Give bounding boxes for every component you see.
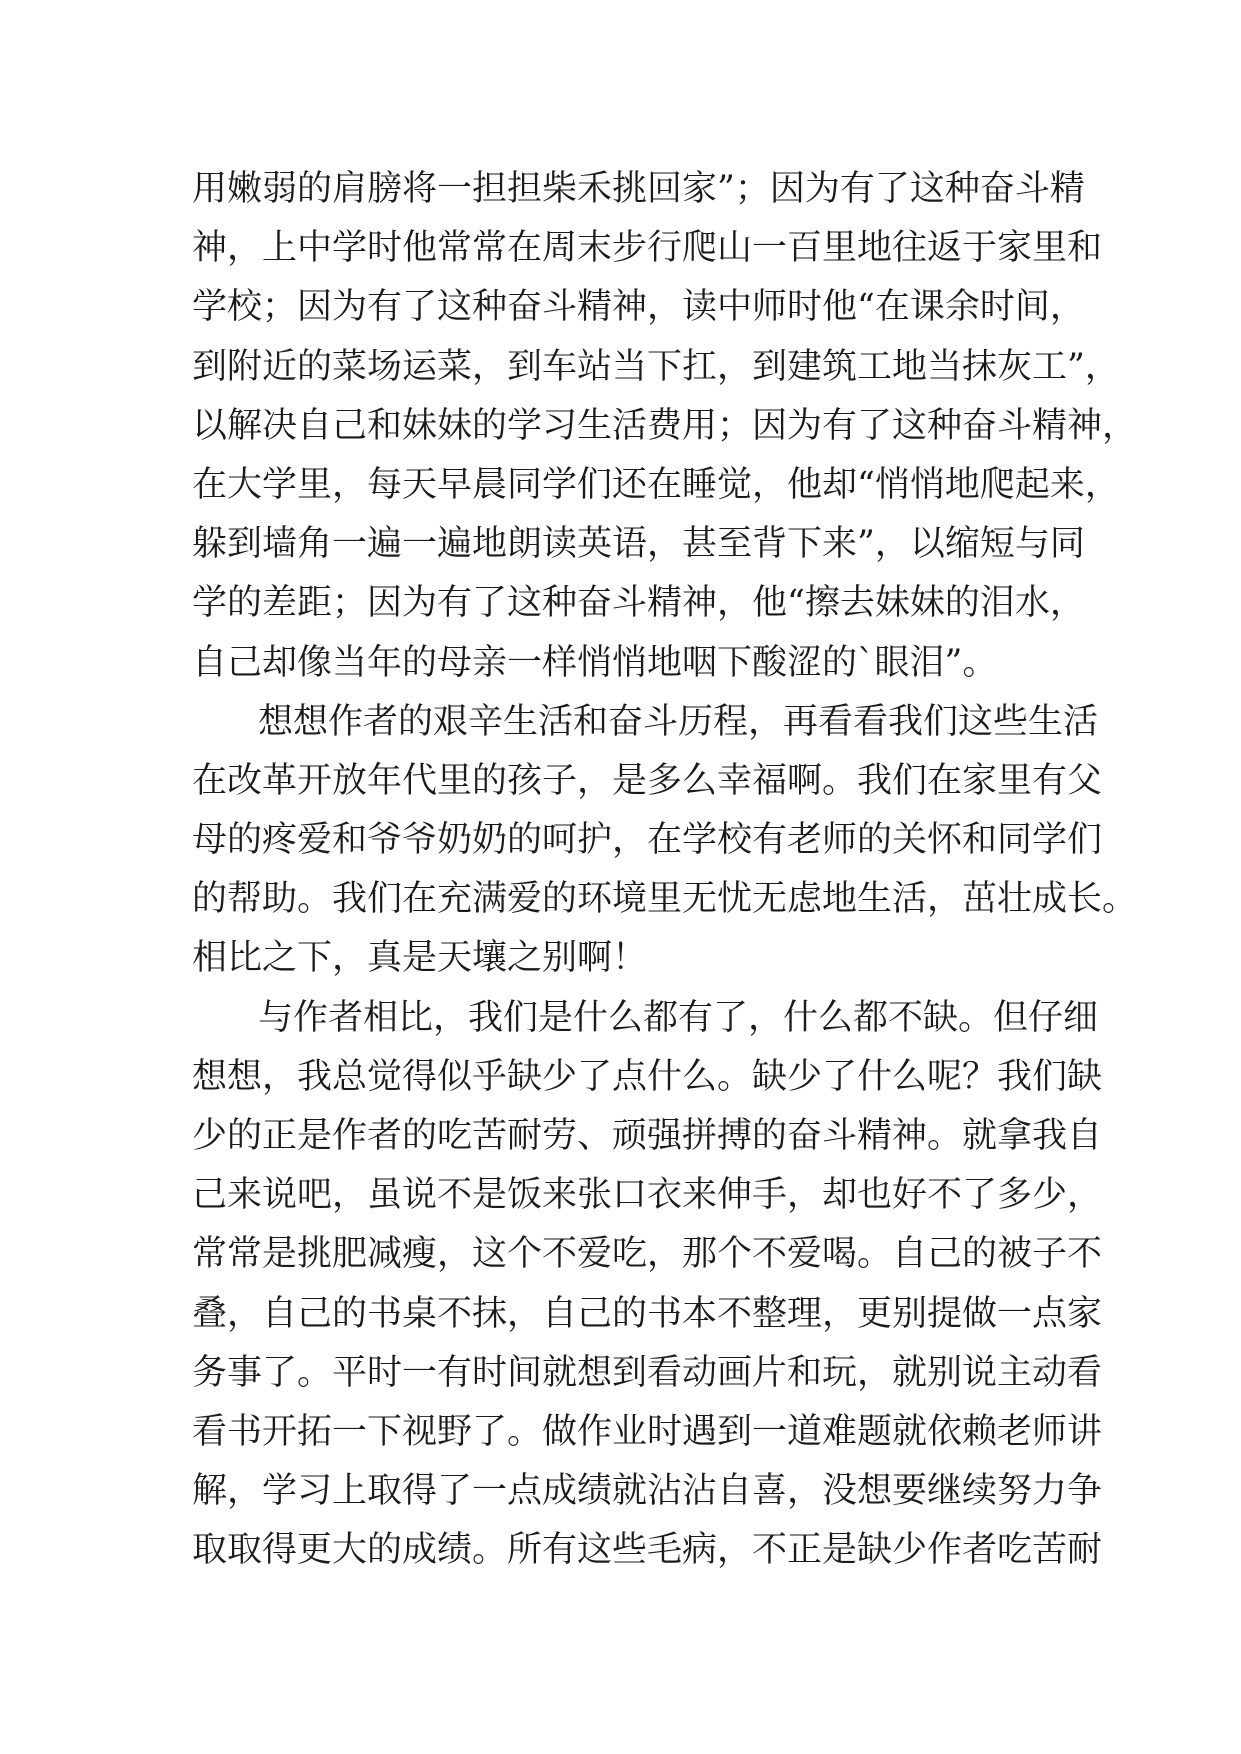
- text-line: 解，学习上取得了一点成绩就沾沾自喜，没想要继续努力争: [192, 1471, 1103, 1512]
- text-line: 在改革开放年代里的孩子，是多么幸福啊。我们在家里有父: [192, 760, 1103, 801]
- text-line: 躲到墙角一遍一遍地朗读英语，甚至背下来”，以缩短与同: [192, 524, 1085, 565]
- paragraph-first-line: 与作者相比，我们是什么都有了，什么都不缺。但仔细: [258, 997, 1099, 1038]
- text-line: 以解决自己和妹妹的学习生活费用；因为有了这种奋斗精神，: [192, 405, 1138, 446]
- text-line: 少的正是作者的吃苦耐劳、顽强拼搏的奋斗精神。就拿我自: [192, 1116, 1103, 1156]
- text-line: 学的差距；因为有了这种奋斗精神，他“擦去妹妹的泪水，: [192, 583, 1085, 624]
- text-line: 相比之下，真是天壤之别啊！: [192, 938, 648, 979]
- text-line: 母的疼爱和爷爷奶奶的呵护，在学校有老师的关怀和同学们: [192, 820, 1103, 861]
- body-text: [192, 160, 1138, 1581]
- text-line: 自己却像当年的母亲一样悄悄地咽下酸涩的`眼泪”。: [192, 642, 998, 683]
- text-line: 常常是挑肥减瘦，这个不爱吃，那个不爱喝。自己的被子不: [192, 1234, 1103, 1275]
- text-line: 学校；因为有了这种奋斗精神，读中师时他“在课余时间，: [192, 287, 1085, 328]
- paragraph-first-line: 想想作者的艰辛生活和奋斗历程，再看看我们这些生活: [258, 701, 1099, 742]
- text-line: 取取得更大的成绩。所有这些毛病，不正是缺少作者吃苦耐: [192, 1530, 1103, 1571]
- text-line: 用嫩弱的肩膀将一担担柴禾挑回家”；因为有了这种奋斗精: [192, 169, 1085, 209]
- text-line: 己来说吧，虽说不是饭来张口衣来伸手，却也好不了多少，: [192, 1175, 1103, 1216]
- text-line: 到附近的菜场运菜，到车站当下扛，到建筑工地当抹灰工”，: [192, 346, 1120, 387]
- text-line: 神，上中学时他常常在周末步行爬山一百里地往返于家里和: [192, 228, 1103, 269]
- text-line: 的帮助。我们在充满爱的环境里无忧无虑地生活，茁壮成长。: [192, 879, 1138, 920]
- text-line: 叠，自己的书桌不抹，自己的书本不整理，更别提做一点家: [192, 1293, 1103, 1334]
- text-line: 务事了。平时一有时间就想到看动画片和玩，就别说主动看: [192, 1352, 1103, 1393]
- text-line: 想想，我总觉得似乎缺少了点什么。缺少了什么呢？我们缺: [192, 1056, 1103, 1097]
- text-line: 看书开拓一下视野了。做作业时遇到一道难题就依赖老师讲: [192, 1411, 1103, 1452]
- text-line: 在大学里，每天早晨同学们还在睡觉，他却“悄悄地爬起来，: [192, 464, 1120, 505]
